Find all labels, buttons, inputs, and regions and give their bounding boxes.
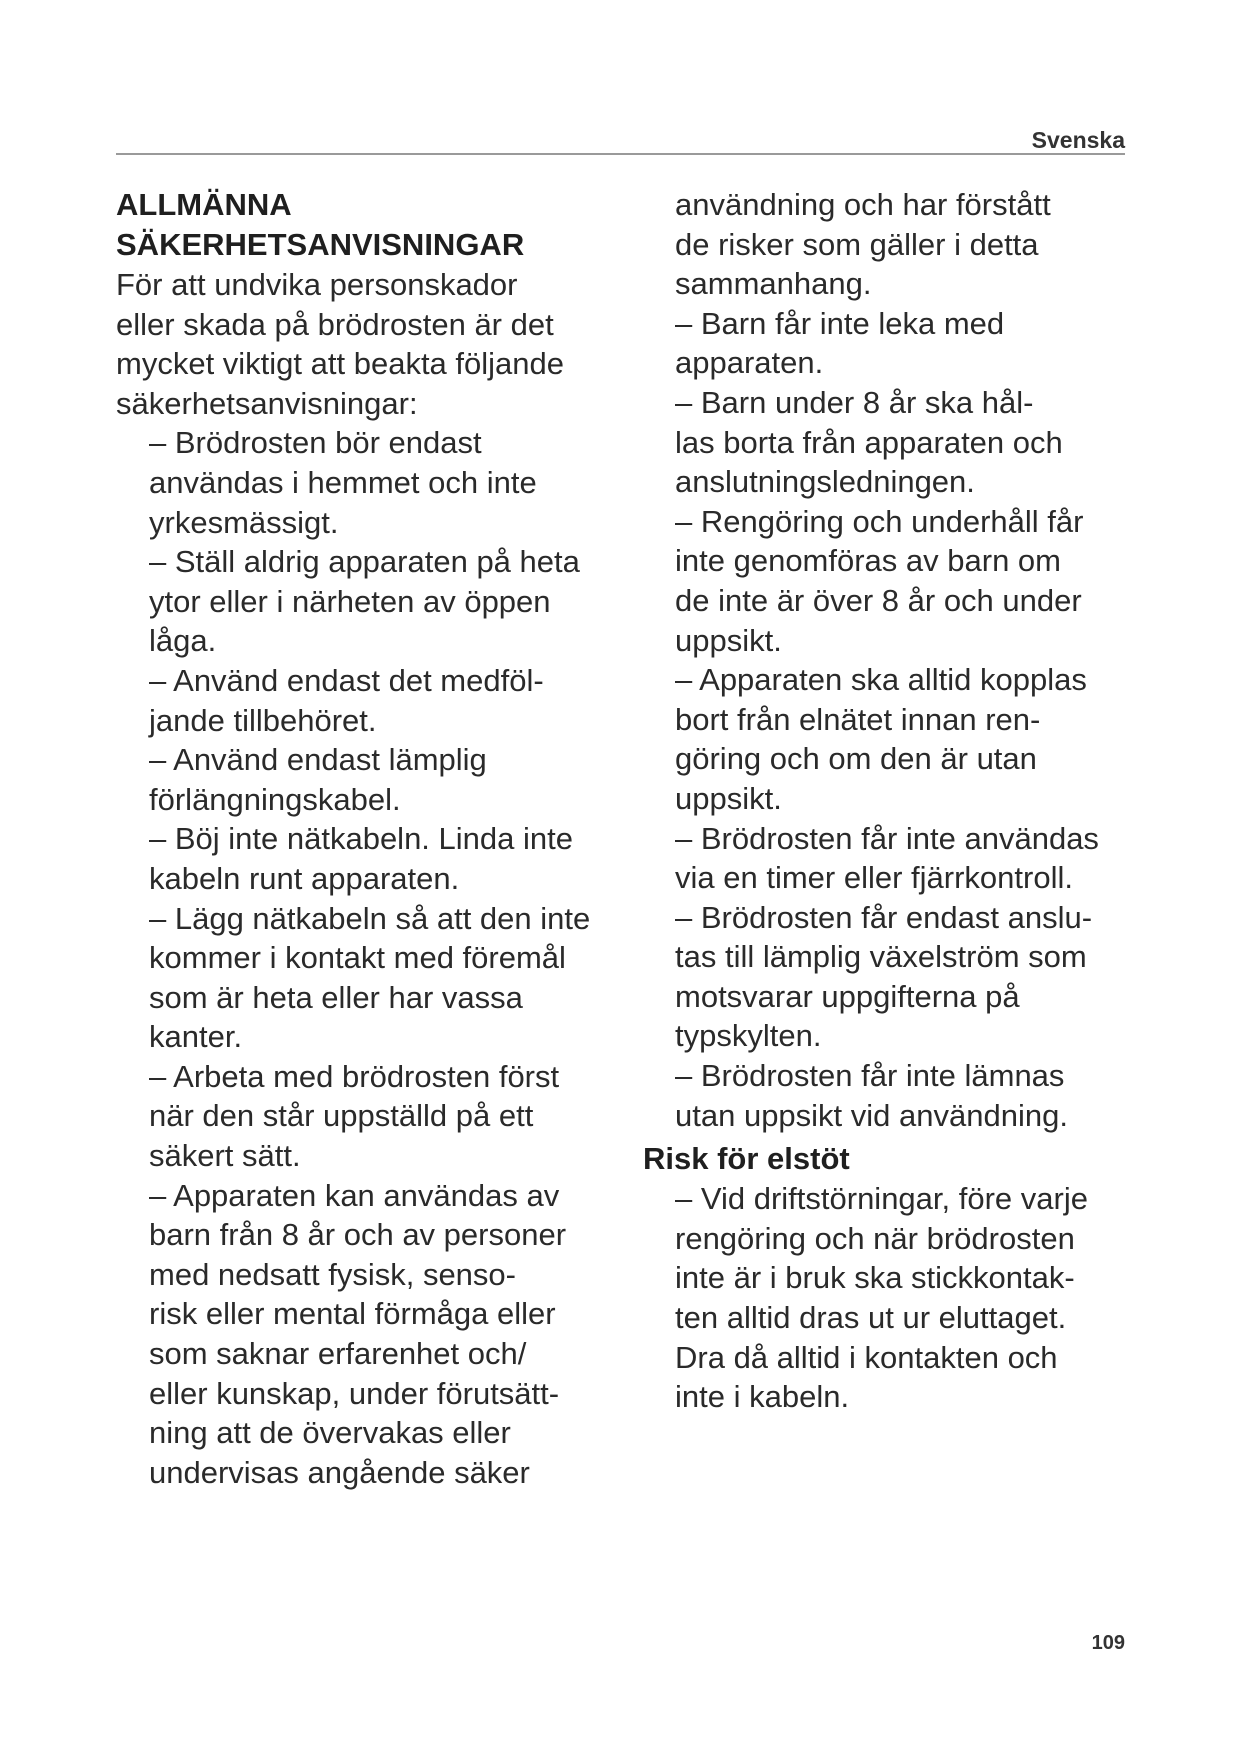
list-line: Dra då alltid i kontakten och xyxy=(675,1339,1058,1375)
list-line: – Använd endast det medföl- xyxy=(149,662,544,698)
electric-shock-list xyxy=(643,1179,1143,1417)
list-line: kanter. xyxy=(149,1019,243,1055)
text-line: eller skada på brödrosten är det xyxy=(116,306,554,342)
header-divider xyxy=(116,153,1125,155)
list-line: utan uppsikt vid användning. xyxy=(675,1097,1068,1133)
list-line: kommer i kontakt med föremål xyxy=(149,940,566,976)
list-line: typskylten. xyxy=(675,1018,822,1054)
list-line: som är heta eller har vassa xyxy=(149,979,523,1015)
list-line: yrkesmässigt. xyxy=(149,504,339,540)
list-line: – Vid driftstörningar, före varje xyxy=(675,1181,1088,1217)
text-line: mycket viktigt att beakta följande xyxy=(116,346,565,382)
list-line: – Ställ aldrig apparaten på heta xyxy=(149,544,580,580)
list-line: undervisas angående säker xyxy=(149,1454,530,1490)
list-line: – Brödrosten får inte lämnas xyxy=(675,1058,1065,1094)
list-line: med nedsatt fysisk, senso- xyxy=(149,1256,516,1292)
list-line: – Apparaten kan användas av xyxy=(149,1177,560,1213)
list-line: las borta från apparaten och xyxy=(675,424,1063,460)
list-line: inte i kabeln. xyxy=(675,1379,850,1415)
subsection-heading: Risk för elstöt xyxy=(643,1141,850,1177)
list-line: barn från 8 år och av personer xyxy=(149,1217,567,1253)
list-line: – Brödrosten får endast anslu- xyxy=(675,899,1093,935)
list-line: – Barn under 8 år ska hål- xyxy=(675,384,1034,420)
list-line: jande tillbehöret. xyxy=(149,702,377,738)
heading-line: ALLMÄNNA xyxy=(116,187,292,222)
list-line: – Barn får inte leka med xyxy=(675,305,1005,341)
list-line: risk eller mental förmåga eller xyxy=(149,1296,556,1332)
safety-list xyxy=(116,423,636,1492)
list-line: – Arbeta med brödrosten först xyxy=(149,1058,560,1094)
list-line: ten alltid dras ut ur eluttaget. xyxy=(675,1300,1067,1336)
intro-paragraph xyxy=(116,265,636,423)
list-line: inte är i bruk ska stickkontak- xyxy=(675,1260,1075,1296)
list-line: när den står uppställd på ett xyxy=(149,1098,534,1134)
list-line: eller kunskap, under förutsätt- xyxy=(149,1375,560,1411)
page-number: 109 xyxy=(1091,1632,1125,1654)
section-heading xyxy=(116,185,636,265)
right-column xyxy=(643,185,1143,1417)
list-line: låga. xyxy=(149,623,217,659)
text-line: säkerhetsanvisningar: xyxy=(116,385,418,421)
list-line: – Använd endast lämplig xyxy=(149,742,487,778)
list-line: inte genomföras av barn om xyxy=(675,543,1061,579)
heading-line: SÄKERHETSANVISNINGAR xyxy=(116,227,525,262)
list-line: uppsikt. xyxy=(675,780,782,816)
list-line: bort från elnätet innan ren- xyxy=(675,701,1041,737)
list-line: kabeln runt apparaten. xyxy=(149,860,460,896)
list-line: – Böj inte nätkabeln. Linda inte xyxy=(149,821,573,857)
list-line: motsvarar uppgifterna på xyxy=(675,978,1020,1014)
safety-list-continued xyxy=(643,185,1143,1135)
list-line: – Brödrosten får inte användas xyxy=(675,820,1099,856)
list-line: rengöring och när brödrosten xyxy=(675,1220,1075,1256)
list-line: sammanhang. xyxy=(675,266,872,302)
list-line: uppsikt. xyxy=(675,622,782,658)
list-line: – Apparaten ska alltid kopplas xyxy=(675,662,1087,698)
list-line: de risker som gäller i detta xyxy=(675,226,1039,262)
list-line: ning att de övervakas eller xyxy=(149,1415,511,1451)
header-language-label: Svenska xyxy=(1031,127,1125,153)
list-line: säkert sätt. xyxy=(149,1138,301,1174)
list-line: – Brödrosten bör endast xyxy=(149,425,482,461)
list-line: anslutningsledningen. xyxy=(675,464,975,500)
list-line: de inte är över 8 år och under xyxy=(675,582,1082,618)
left-column xyxy=(116,185,636,1492)
list-line: användas i hemmet och inte xyxy=(149,464,537,500)
list-line: via en timer eller fjärrkontroll. xyxy=(675,860,1073,896)
list-line: användning och har förstått xyxy=(675,187,1051,222)
list-line: – Lägg nätkabeln så att den inte xyxy=(149,900,591,936)
list-line: förlängningskabel. xyxy=(149,781,401,817)
list-line: ytor eller i närheten av öppen xyxy=(149,583,551,619)
list-line: göring och om den är utan xyxy=(675,741,1037,777)
list-line: som saknar erfarenhet och/ xyxy=(149,1336,527,1372)
list-line: – Rengöring och underhåll får xyxy=(675,503,1084,539)
text-line: För att undvika personskador xyxy=(116,267,518,302)
list-line: tas till lämplig växelström som xyxy=(675,939,1087,975)
list-line: apparaten. xyxy=(675,345,824,381)
